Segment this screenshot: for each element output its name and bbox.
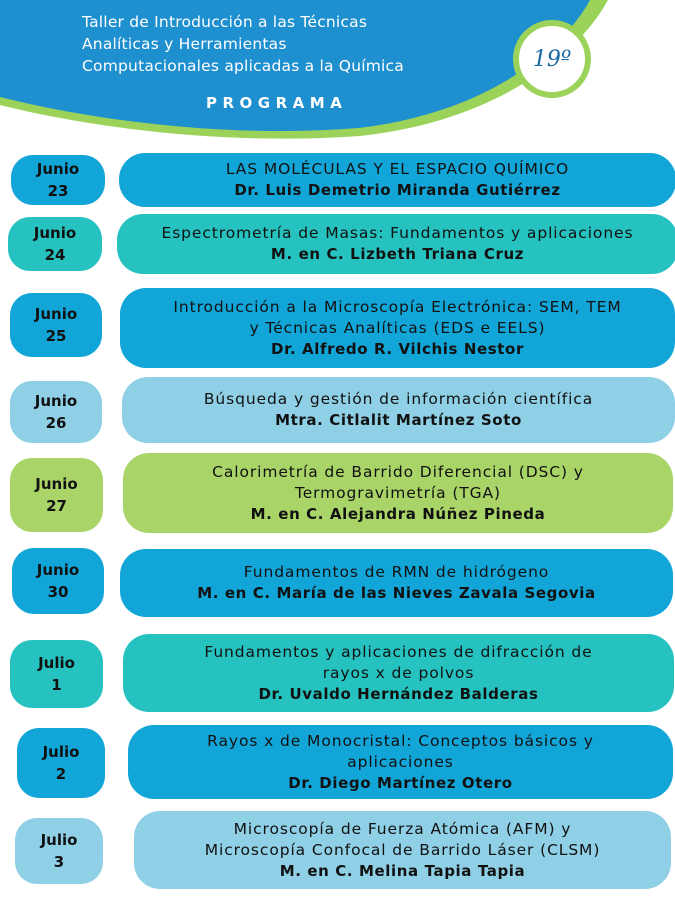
session-pill (120, 288, 675, 368)
session-topic: aplicaciones (347, 752, 454, 771)
date-month: Julio (42, 743, 80, 761)
date-month: Julio (38, 654, 75, 672)
session-pill (123, 634, 674, 712)
date-month: Junio (35, 475, 78, 493)
date-month: Junio (36, 160, 80, 178)
date-day: 24 (44, 246, 66, 264)
edition-badge (513, 20, 591, 98)
session-pill (117, 214, 675, 274)
session-pill (122, 377, 675, 443)
date-month: Junio (34, 305, 78, 323)
session-pill (120, 549, 673, 617)
date-day: 27 (46, 497, 67, 515)
session-speaker: Mtra. Citlalit Martínez Soto (275, 411, 522, 429)
session-topic: Fundamentos y aplicaciones de difracción de (204, 642, 593, 661)
session-topic: y Técnicas Analíticas (EDS e EELS) (249, 318, 546, 337)
date-day: 1 (51, 676, 62, 694)
date-day: 26 (45, 414, 67, 432)
session-topic: Calorimetría de Barrido Diferencial (DSC) y (212, 462, 584, 481)
session-speaker: Dr. Alfredo R. Vilchis Nestor (271, 339, 524, 358)
session-date (10, 458, 103, 532)
session-date (12, 548, 104, 614)
session-topic: Microscopía Confocal de Barrido Láser (CLSM) (204, 840, 601, 859)
session-date (10, 381, 102, 443)
date-day: 25 (45, 327, 67, 345)
session-date (10, 293, 102, 357)
date-month: Junio (36, 561, 80, 579)
title-line: Computacionales aplicadas a la Química (82, 57, 404, 75)
date-day: 30 (47, 583, 69, 601)
session-pill (119, 153, 675, 207)
session-date (8, 217, 102, 271)
date-day: 2 (55, 765, 67, 783)
date-month: Julio (40, 831, 78, 849)
session-topic: Búsqueda y gestión de información científica (203, 390, 594, 408)
session-speaker: M. en C. Lizbeth Triana Cruz (270, 245, 525, 263)
session-topic: Microscopía de Fuerza Atómica (AFM) y (233, 819, 572, 838)
workshop-title (82, 11, 502, 77)
session-date (15, 818, 103, 884)
session-speaker: Dr. Uvaldo Hernández Balderas (258, 684, 539, 703)
session-date (10, 640, 103, 708)
session-speaker: M. en C. Alejandra Núñez Pineda (250, 504, 546, 523)
session-topic: rayos x de polvos (322, 663, 475, 682)
date-day: 3 (53, 853, 65, 871)
title-line: Analíticas y Herramientas (82, 35, 287, 53)
session-speaker: Dr. Diego Martínez Otero (288, 773, 513, 792)
session-date (11, 155, 105, 205)
session-topic: Espectrometría de Masas: Fundamentos y aplicaciones (161, 224, 634, 242)
session-topic: Fundamentos de RMN de hidrógeno (243, 563, 550, 581)
session-topic: Termogravimetría (TGA) (294, 483, 502, 502)
program-heading: PROGRAMA (206, 94, 348, 112)
date-day: 23 (47, 182, 69, 200)
session-speaker: M. en C. María de las Nieves Zavala Segovia (197, 584, 596, 602)
session-topic: Rayos x de Monocristal: Conceptos básicos y (207, 731, 594, 750)
edition-number: 19º (532, 46, 572, 72)
session-date (17, 728, 105, 798)
session-pill (134, 811, 671, 889)
title-line: Taller de Introducción a las Técnicas (82, 13, 368, 31)
session-topic: Introducción a la Microscopía Electrónica: SEM, TEM (173, 297, 622, 316)
session-speaker: Dr. Luis Demetrio Miranda Gutiérrez (234, 181, 561, 199)
session-topic: LAS MOLÉCULAS Y EL ESPACIO QUÍMICO (225, 160, 570, 178)
session-pill (123, 453, 673, 533)
session-speaker: M. en C. Melina Tapia Tapia (279, 861, 526, 880)
session-pill (128, 725, 673, 799)
date-month: Junio (34, 392, 78, 410)
date-month: Junio (33, 224, 77, 242)
